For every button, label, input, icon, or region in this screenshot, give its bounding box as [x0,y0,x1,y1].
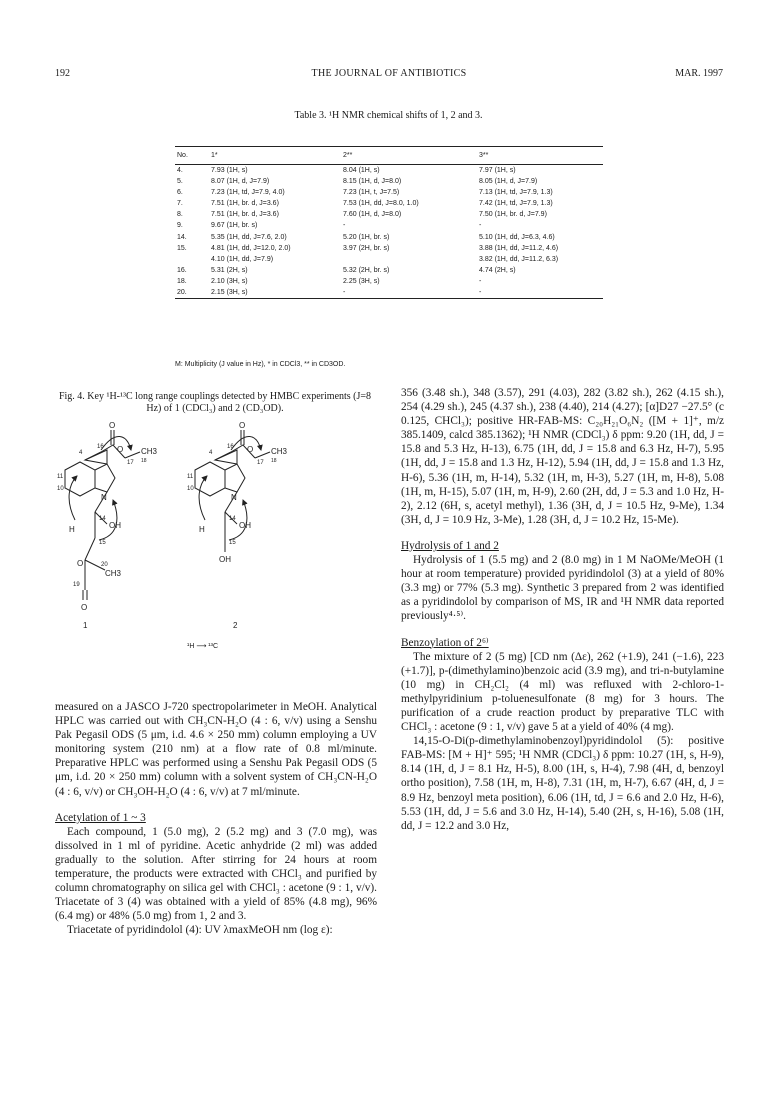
atom-label: 4 [79,450,83,456]
table-cell: 15. [177,244,187,252]
atom-label: O [247,445,254,454]
table-cell: - [341,287,477,299]
section-heading: Acetylation of 1 ~ 3 [55,811,146,824]
table-cell: 7.51 (1H, br. d, J=3.6) [211,211,279,219]
table-cell: - [479,277,482,285]
left-column [55,700,377,938]
table-cell: 5.10 (1H, dd, J=6.3, 4.6) [479,233,555,241]
running-header [55,68,723,82]
table-cell: 5.20 (1H, br. s) [343,233,390,241]
table-cell: 20. [175,287,209,299]
atom-label: 18 [141,458,147,464]
table-caption: Table 3. ¹H NMR chemical shifts of 1, 2 and 3. [294,110,483,121]
atom-label: 14 [99,516,106,522]
table-cell: 3.97 (2H, br. s) [343,244,390,252]
atom-label: 15 [229,540,236,546]
table-row [175,265,603,276]
atom-label: N [231,493,237,502]
table-cell: 5.35 (1H, dd, J=7.6, 2.0) [211,233,287,241]
atom-label: H [199,525,205,534]
table-row [175,165,603,177]
table-cell: 6. [177,189,183,197]
paragraph: Each compound, 1 (5.0 mg), 2 (5.2 mg) and 3 (7.0 mg), was dissolved in 1 ml of pyridine. Acetic anhydride (2 ml) was added gradually to the solution. After stirring for 24 hours at room temperature, the products were extracted with CHCl₃ and purified by column chromatography on silica gel with CHCl₃ : acetone (9 : 1, v/v). Triacetate of 3 (4) was obtained with a yield of 85% (4.8 mg), 96% (6.4 mg) or 48% (5.0 mg) from 1, 2 and 3. [55,825,377,923]
atom-label: O [77,559,84,568]
table-cell: 4.10 (1H, dd, J=7.9) [211,255,274,263]
table-row [175,243,603,254]
table-row [175,254,603,265]
atom-label: N [101,493,107,502]
table-cell: 8.15 (1H, d, J=8.0) [343,178,402,186]
table-cell: 8.07 (1H, d, J=7.9) [211,178,270,186]
paragraph: 14,15-O-Di(p-dimethylaminobenzoyl)pyridindolol (5): positive FAB-MS: [M + H]⁺ 595; ¹H NMR (CDCl₃) δ ppm: 10.27 (1H, s, H-9), 8.14 (1H, d, J = 8.1 Hz, H-5), 8.00 (1H, s, H-4), 7.98 (4H, d, benzoyl ortho position), 7.58 (1H, m, H-8), 7.31 (1H, m, H-7), 6.67 (4H, d, J = 8.9 Hz, benzoyl meta position), 6.06 (1H, td, J = 6.6 and 2.0 Hz, H-6), 5.53 (1H, dd, J = 5.6 and 3.0 Hz, H-14), 5.40 (2H, s, H-16), 5.08 (1H, dd, J = 12.2 and 3.0 Hz, [401,735,724,832]
atom-label: 18 [271,458,277,464]
hmbc-figure [55,420,375,650]
pyridine-ring [215,450,237,464]
table-cell: 18. [177,277,187,285]
table-cell: 7.51 (1H, br. d, J=3.6) [211,200,279,208]
column-header: 2** [341,147,477,165]
table-cell: 7.60 (1H, d, J=8.0) [343,211,402,219]
paragraph: 356 (3.48 sh.), 348 (3.57), 291 (4.03), 282 (3.82 sh.), 262 (4.15 sh.), 254 (4.29 sh.), 245 (4.37 sh.), 238 (4.40), 214 (4.27); [α]D27 −27.5° (c 0.125, CHCl₃); positive HR-FAB-MS: C₂₀H₂₁O₆N₂ ([M + 1]⁺, m/z 385.1409, calcd 385.1362); ¹H NMR (CDCl₃) δ ppm: 9.20 (1H, dd, J = 15.8 and 5.3 Hz, H-13), 6.75 (1H, dd, J = 15.8 and 6.3 Hz, H-7), 5.95 (1H, dd, J = 15.8 and 1.3 Hz, H-12), 5.94 (1H, dd, J = 15.8 and 1.3 Hz, H-6), 5.36 (1H, m, H-14), 5.32 (1H, m, H-3), 5.27 (1H, m, H-8), 5.08 (1H, m, H-15), 5.07 (1H, m, H-9), 2.60 (2H, dd, J = 5.3 and 1.0 Hz, H-2), 2.12 (6H, s, acetyl methyl), 1.36 (3H, d, J = 10.5 Hz, 9-Me), 1.34 (3H, d, J = 10.9 Hz, 3-Me), 1.28 (3H, d, J = 10.2 Hz, 15-Me). [401,387,724,526]
table-cell: 4.81 (1H, dd, J=12.0, 2.0) [211,244,291,252]
table-cell: 9.67 (1H, br. s) [211,222,258,230]
atom-label: H [69,525,75,534]
paragraph: The mixture of 2 (5 mg) [CD nm (Δε), 262 (+1.9), 241 (−1.6), 223 (+1.7)], p-(dimethylamino)benzoic acid (3.9 mg), and tri-n-butylamine (10 mg) in CH₂Cl₂ (4 ml) was refluxed with 2-chloro-1-methylpyridinium p-toluenesulfonate (8 mg) for 3 hours. The purification of a crude reaction product by preparative TLC with CHCl₃ : acetone (9 : 1, v/v) gave 5 at a yield of 40% (4 mg). [401,650,724,734]
table-cell: - [343,222,346,230]
pyridine-ring [85,450,107,464]
table-cell: 7.13 (1H, td, J=7.9, 1.3) [479,189,553,197]
table-cell: 2.10 (3H, s) [211,277,248,285]
table-row [175,176,603,187]
atom-label: 10 [187,486,194,492]
table-cell: 2.25 (3H, s) [343,277,380,285]
figure-caption: Fig. 4. Key ¹H-¹³C long range couplings detected by HMBC experiments (J=8 Hz) of 1 (CDCl₃) and 2 (CD₃OD). [58,391,372,414]
table-cell: 16. [177,266,187,274]
table-header-row [175,147,603,165]
methyl-bond [255,452,270,458]
table-cell: 5.32 (2H, br. s) [343,266,390,274]
table-cell: - [479,222,482,230]
table-row [175,198,603,209]
table-cell: 7.42 (1H, td, J=7.9, 1.3) [479,200,553,208]
atom-label: 14 [229,516,236,522]
atom-label: 19 [73,582,80,588]
structure-compound-1 [65,430,140,600]
table-cell [341,254,477,265]
table-cell: 7.93 (1H, s) [211,167,248,174]
table-cell: 5. [177,178,183,186]
journal-title: THE JOURNAL OF ANTIBIOTICS [311,68,467,79]
atom-label: CH3 [271,447,288,456]
column-header: No. [175,147,209,165]
table-cell: 7.23 (1H, td, J=7.9, 4.0) [211,189,285,197]
table-cell: 7. [177,200,183,208]
compound-label: 2 [233,621,238,630]
atom-label: 11 [57,474,64,480]
issue-date: MAR. 1997 [675,68,723,79]
pyrrole-ring [225,464,245,492]
methyl-bond [125,452,140,458]
table-cell [175,254,209,265]
table-footnote: M: Multiplicity (J value in Hz), * in CDCl3, ** in CD3OD. [175,361,346,368]
table-cell: 2.15 (3H, s) [209,287,341,299]
hmbc-arrow [199,476,207,520]
atom-label: O [109,421,116,430]
atom-label: 15 [99,540,106,546]
table-row [175,187,603,198]
table-cell: 5.31 (2H, s) [211,266,248,274]
table-cell: 7.50 (1H, br. d, J=7.9) [479,211,547,219]
section-heading: Hydrolysis of 1 and 2 [401,539,499,552]
paragraph: measured on a JASCO J-720 spectropolarimeter in MeOH. Analytical HPLC was carried out with CH₃CN-H₂O (4 : 6, v/v) using a Senshu Pak Pegasil ODS (5 μm, i.d. 4.6 × 250 mm) column employing a UV monitoring system (210 nm) at a flow rate of 0.8 ml/minute. Preparative HPLC was performed using a Senshu Pak Pegasil ODS (5 μm, i.d. 20 × 250 mm) column with a solvent system of CH₃CN-H₂O (4 : 6, v/v) or CH₃OH-H₂O (4 : 6, v/v) at 7 ml/minute. [55,701,377,798]
atom-label: O [81,603,88,612]
atom-label: 16 [227,444,234,450]
table-cell: 3.82 (1H, dd, J=11.2, 6.3) [479,255,559,263]
column-header: 3** [477,147,603,165]
table-row [175,276,603,287]
atom-label: 4 [209,450,213,456]
table-cell: - [477,287,603,299]
atom-label: CH3 [141,447,158,456]
side-chain-bond [85,538,95,560]
pyrrole-ring [95,464,115,492]
table-cell: 7.97 (1H, s) [479,167,516,174]
table-cell: 14. [177,233,187,241]
atom-label: O [239,421,246,430]
atom-label: OH [219,555,231,564]
atom-label: CH3 [105,569,122,578]
table-row [175,287,603,299]
column-header: 1* [209,147,341,165]
nmr-table [175,146,603,299]
table-cell: 9. [177,222,183,230]
table-cell: 8.05 (1H, d, J=7.9) [479,178,538,186]
table-row [175,232,603,243]
table-cell: 8.04 (1H, s) [343,167,380,174]
atom-label: 10 [57,486,64,492]
atom-label: OH [109,521,121,530]
atom-label: 16 [97,444,104,450]
atom-label: OH [239,521,251,530]
table-cell: 4.74 (2H, s) [479,266,516,274]
table-cell: 8. [177,211,183,219]
table-cell: 7.23 (1H, t, J=7.5) [343,189,400,197]
table-cell: 4. [177,167,183,174]
atom-label: 17 [257,460,264,466]
atom-label: 11 [187,474,194,480]
table-cell: 3.88 (1H, dd, J=11.2, 4.6) [479,244,559,252]
atom-label: 17 [127,460,134,466]
paragraph: Hydrolysis of 1 (5.5 mg) and 2 (8.0 mg) in 1 M NaOMe/MeOH (1 hour at room temperature) provided pyridindolol (3) at a yield of 80% (3.3 mg) or 77% (5.3 mg). Synthetic 3 prepared from 2 was identified as a pyridindolol by comparison of MS, IR and ¹H NMR data reported previously⁴·⁵⁾. [401,554,724,623]
table-cell: 7.53 (1H, dd, J=8.0, 1.0) [343,200,419,208]
right-column [401,386,724,833]
atom-label: O [117,445,124,454]
hmbc-arrow [69,476,77,520]
hmbc-legend: ¹H ⟶ ¹³C [187,643,219,650]
atom-label: 20 [101,562,108,568]
compound-label: 1 [83,621,88,630]
paragraph: Triacetate of pyridindolol (4): UV λmaxMeOH nm (log ε): [67,924,333,937]
table-row [175,209,603,220]
section-heading: Benzoylation of 2⁶⁾ [401,636,489,649]
table-row [175,220,603,231]
page-number: 192 [55,68,70,79]
